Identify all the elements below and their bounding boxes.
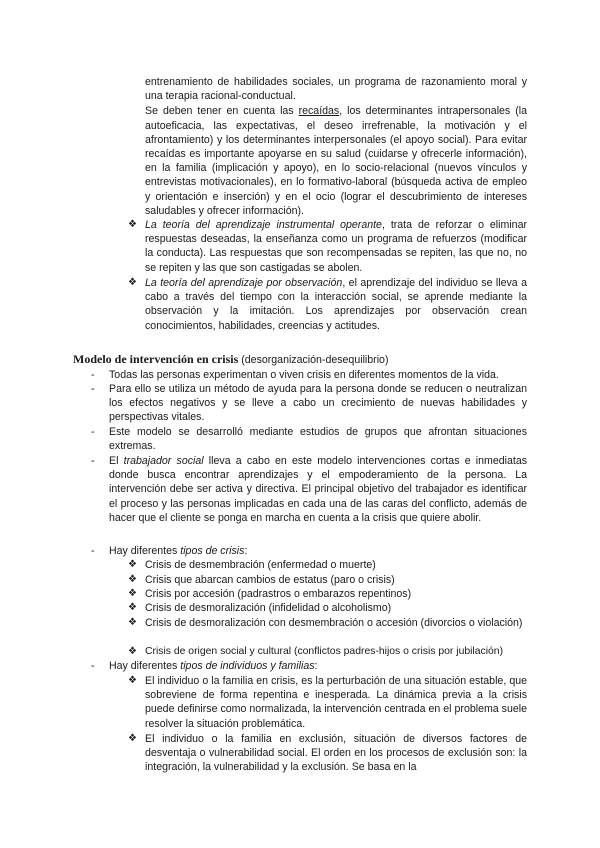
dash-bullet-icon: - — [91, 455, 95, 467]
diamond-bullet-icon: ❖ — [128, 219, 137, 230]
paragraph-relapses — [145, 104, 527, 218]
section-subtitle: (desorganización-desequilibrio) — [238, 354, 389, 366]
list-item-crisis-types — [109, 544, 527, 558]
list-item-family-types — [109, 659, 527, 673]
dash-bullet-icon: - — [91, 545, 95, 557]
section-heading — [73, 352, 388, 367]
italic-term: tipos de crisis — [180, 545, 245, 557]
dash-bullet-icon: - — [91, 426, 95, 438]
list-item-observation-theory — [145, 276, 527, 333]
dash-bullet-icon: - — [91, 383, 95, 395]
crisis-type-item: Crisis que abarcan cambios de estatus (paro o crisis) — [145, 574, 395, 586]
text-span: Se deben tener en cuenta las — [145, 105, 299, 118]
list-item-model-origin: Este modelo se desarrolló mediante estudios de grupos que afrontan situaciones extremas. — [109, 426, 527, 453]
text-span: lleva a cabo en este modelo intervenciones cortas e inmediatas donde busca encontrar aprendizajes y el empoderamiento de la persona. La intervención debe ser activa y directiva. El principal objetivo del trabajador es identificar el proceso y las personas implicadas en cada una de las caras del conflicto, además de hacer que el cliente se ponga en marcha en cuenta a la crisis que quiere abolir. — [109, 455, 528, 524]
section-title: Modelo de intervención en crisis — [73, 352, 239, 366]
diamond-bullet-icon: ❖ — [128, 574, 137, 585]
crisis-type-item: Crisis por accesión (padrastros o embarazos repentinos) — [145, 588, 412, 600]
text-span: : — [314, 660, 318, 672]
crisis-type-item: Crisis de desmembración (enfermedad o muerte) — [145, 559, 376, 571]
paragraph-training: entrenamiento de habilidades sociales, un programa de razonamiento moral y una terapia racional-conductual. — [145, 76, 527, 103]
text-span: , el aprendizaje del individuo se lleva a cabo a través del tiempo con la interacción social, se aprende mediante la observación y la imitación. Los aprendizajes por observación crean conocimientos, habilidades, creencias y actitudes. — [145, 277, 528, 332]
diamond-bullet-icon: ❖ — [128, 588, 137, 599]
diamond-bullet-icon: ❖ — [128, 733, 137, 744]
italic-term: La teoría del aprendizaje instrumental operante — [145, 219, 382, 231]
text-span: , trata de reforzar o eliminar respuestas deseadas, la enseñanza como un programa de refuerzos (modificar la conducta). Las respuestas que son recompensadas se repiten, las que no, no se repiten y las que son castigadas se abolen. — [145, 219, 527, 274]
crisis-type-item: Crisis de origen social y cultural (conflictos padres-hijos o crisis por jubilación) — [145, 646, 504, 657]
diamond-bullet-icon: ❖ — [128, 675, 137, 686]
dash-bullet-icon: - — [91, 660, 95, 672]
diamond-bullet-icon: ❖ — [128, 602, 137, 613]
list-item-help-method: Para ello se utiliza un método de ayuda para la persona donde se reducen o neutralizan los efectos negativos y se lleve a cabo un crecimiento de nuevas habilidades y perspectivas vitales. — [109, 383, 527, 424]
list-item-operant-theory — [145, 218, 527, 275]
diamond-bullet-icon: ❖ — [128, 277, 137, 288]
list-item-crisis-everyone: Todas las personas experimentan o viven crisis en diferentes momentos de la vida. — [109, 369, 499, 381]
paragraph-continuation — [145, 75, 527, 218]
diamond-bullet-icon: ❖ — [128, 646, 137, 657]
underlined-term: recaídas — [298, 105, 340, 118]
italic-term: tipos de individuos y familias — [180, 660, 315, 672]
diamond-bullet-icon: ❖ — [128, 559, 137, 570]
text-span: : — [244, 545, 248, 557]
italic-term: trabajador social — [123, 455, 204, 467]
text-span: Hay diferentes — [109, 660, 181, 672]
diamond-bullet-icon: ❖ — [128, 617, 137, 628]
text-span: El — [109, 455, 124, 467]
family-type-item-crisis: El individuo o la familia en crisis, es la perturbación de una situación estable, que sobreviene de forma repentina e inesperada. La dinámica previa a la crisis puede definirse como normalizada, la intervención centrada en el problema suele resolver la situación problemática. — [145, 675, 527, 730]
crisis-type-item: Crisis de desmoralización con desmembración o accesión (divorcios o violación) — [145, 617, 523, 629]
family-type-item-exclusion: El individuo o la familia en exclusión, situación de diversos factores de desventaja o vulnerabilidad social. El orden en los procesos de exclusión son: la integración, la vulnerabilidad y la exclusión. Se basa en la — [145, 733, 527, 774]
text-span: Hay diferentes — [109, 545, 181, 557]
list-item-social-worker — [109, 454, 527, 525]
crisis-type-item: Crisis de desmoralización (infidelidad o alcoholismo) — [145, 602, 392, 614]
dash-bullet-icon: - — [91, 369, 95, 381]
italic-term: La teoría del aprendizaje por observación — [145, 277, 343, 289]
text-span: , los determinantes intrapersonales (la autoeficacia, las expectativas, el deseo irrefrenable, la motivación y el afrontamiento) y los determinantes interpersonales (el apoyo social). Para evitar recaídas es importante apoyarse en su salud (cuidarse y ofrecerle información), en la familia (implicación y apoyo), en lo socio-relacional (nuevos vínculos y entrevistas motivacionales), en lo formativo-laboral (búsqueda activa de empleo y orientación e inserción) y en el ocio (lograr el descubrimiento de intereses saludables y ofrecer información). — [145, 105, 527, 217]
